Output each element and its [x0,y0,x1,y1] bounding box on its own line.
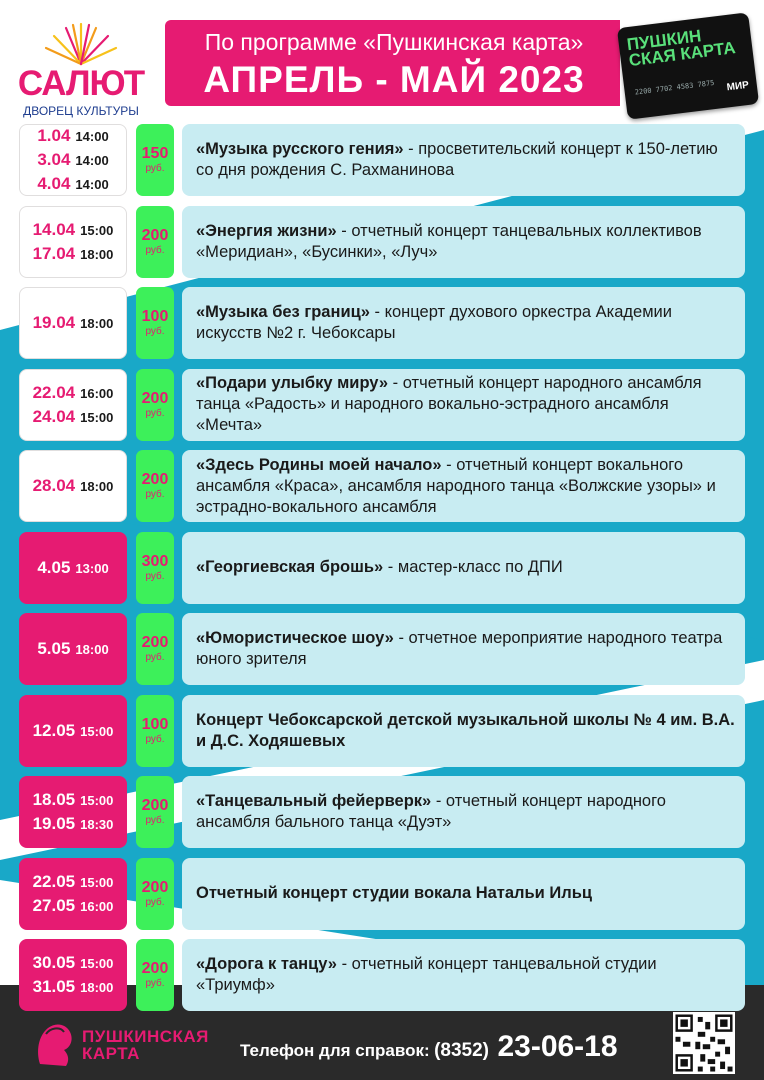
date-line [33,894,114,918]
event-day: 22.04 [32,382,76,402]
date-line [33,381,114,405]
event-details: - отчетный концерт танцевальных коллективов «Меридиан», «Бусинки», «Луч» [196,221,702,261]
event-details: - концерт духового оркестра Академии искусств №2 г. Чебоксары [196,303,672,342]
event-day: 3.04 [37,150,71,169]
event-time: 16:00 [80,385,114,401]
event-day: 31.05 [32,977,76,996]
price-badge [136,287,174,359]
date-line [33,405,114,429]
event-row [19,939,745,1011]
price-value: 150 [141,145,169,162]
event-row [19,450,745,522]
event-time: 15:00 [80,956,114,971]
pushkin-card-image [617,12,759,119]
event-day: 1.04 [37,126,71,145]
price-badge [136,532,174,604]
event-row [19,858,745,930]
card-brand: МИР [726,79,750,94]
event-day: 24.04 [32,406,76,426]
event-description-box [182,369,745,441]
date-line [33,870,114,894]
phone-label: Телефон для справок: [240,1041,430,1060]
header-banner [165,20,620,106]
event-title: «Танцевальный фейерверк» [196,792,432,810]
event-dates [19,532,127,604]
price-value: 100 [141,715,169,733]
event-row [19,369,745,441]
event-details: - просветительский концерт к 150-летию со дня рождения С. Рахманинова [196,140,718,179]
event-description-box [182,532,745,604]
event-day: 19.05 [32,814,76,833]
price-badge [136,369,174,441]
event-day: 30.05 [32,953,76,972]
event-dates [19,858,127,930]
event-day: 4.04 [37,174,71,193]
event-dates [19,613,127,685]
logo-subtitle: ДВОРЕЦ КУЛЬТУРЫ [23,104,139,118]
pushkin-card-logo [30,1014,220,1074]
event-description [196,954,735,996]
event-description [196,455,735,518]
event-description-box [182,613,745,685]
event-description [196,139,735,181]
price-currency: руб. [145,244,165,256]
date-line [37,148,108,172]
event-title: «Дорога к танцу» [196,955,337,973]
event-details: - отчетный концерт народного ансамбля танца «Радость» и народного вокально-эстрадного ансамбля «Мечта» [196,374,702,434]
event-description-box [182,939,745,1011]
event-time: 15:00 [80,874,114,890]
event-details: - отчетный концерт народного ансамбля бального танца «Дуэт» [196,792,666,831]
event-title: «Юмористическое шоу» [196,629,394,647]
phone-info [240,1030,618,1064]
event-time: 18:00 [80,980,114,995]
event-day: 5.05 [37,639,71,658]
event-day: 18.05 [32,790,76,809]
price-value: 200 [141,226,169,244]
event-time: 14:00 [75,177,109,192]
event-day: 28.04 [32,476,76,495]
event-dates [19,695,127,767]
price-value: 200 [141,471,169,488]
price-currency: руб. [145,978,165,989]
date-line [33,242,114,266]
price-value: 200 [141,878,169,896]
event-description-box [182,450,745,522]
card-text: ПУШКИН СКАЯ КАРТА [625,26,737,71]
event-day: 12.05 [32,720,76,740]
event-row [19,287,745,359]
price-currency: руб. [145,896,165,908]
price-badge [136,939,174,1011]
event-row [19,776,745,848]
event-dates [19,369,127,441]
event-row [19,613,745,685]
price-value: 200 [141,960,169,977]
event-time: 18:00 [80,246,114,262]
date-line [37,172,108,196]
event-title: «Подари улыбку миру» [196,374,389,392]
event-day: 27.05 [32,895,76,915]
price-currency: руб. [145,326,165,337]
price-currency: руб. [145,652,165,663]
price-currency: руб. [145,489,165,500]
event-description [196,628,735,670]
event-time: 18:30 [80,817,114,832]
date-line [33,474,114,498]
price-badge [136,858,174,930]
event-title: Отчетный концерт студии вокала Натальи Ильц [196,884,593,902]
event-dates [19,287,127,359]
event-details: - отчетный концерт танцевальной студии «Триумф» [196,955,657,994]
price-currency: руб. [145,163,165,174]
qr-code-icon[interactable] [673,1012,735,1074]
event-description-box [182,206,745,278]
event-dates [19,939,127,1011]
price-currency: руб. [145,733,165,745]
event-description-box [182,858,745,930]
event-details: - мастер-класс по ДПИ [383,558,563,576]
price-badge [136,695,174,767]
event-description [196,883,592,904]
price-value: 200 [141,634,169,651]
event-row [19,206,745,278]
event-description-box [182,695,745,767]
event-time: 15:00 [80,723,114,739]
price-badge [136,206,174,278]
event-description [196,557,563,578]
event-dates [19,450,127,522]
event-time: 18:00 [75,642,109,657]
page-title: АПРЕЛЬ - МАЙ 2023 [203,59,585,100]
card-number: 2200 7702 4583 7875 [634,78,715,97]
event-title: «Энергия жизни» [196,221,337,240]
event-title: Концерт Чебоксарской детской музыкальной школы № 4 им. В.А. и Д.С. Ходяшевых [196,710,735,750]
event-time: 14:00 [75,153,109,168]
phone-code: (8352) [434,1040,489,1061]
event-time: 15:00 [80,409,114,425]
event-time: 18:00 [80,479,114,494]
event-details: - отчетный концерт вокального ансамбля «Краса», ансамбля народного танца «Волжские узоры» и эстрадно-вокального ансамбля [196,455,716,516]
price-value: 200 [141,389,169,407]
event-dates [19,776,127,848]
footer-logo-line2: КАРТА [82,1044,140,1063]
date-line [37,556,108,580]
date-line [37,124,108,148]
price-currency: руб. [145,570,165,582]
event-description-box [182,287,745,359]
event-time: 14:00 [75,129,109,144]
event-time: 13:00 [75,560,109,576]
date-line [33,719,114,743]
event-description [196,710,735,752]
price-badge [136,124,174,196]
event-title: «Георгиевская брошь» [196,558,384,576]
event-title: «Музыка русского гения» [196,140,404,158]
footer-logo-line1: ПУШКИНСКАЯ [82,1027,209,1046]
date-line [33,951,114,975]
header-subtitle: По программе «Пушкинская карта» [204,29,584,55]
price-value: 100 [141,308,169,325]
date-line [37,637,108,661]
event-dates [19,124,127,196]
event-description [196,791,735,833]
date-line [33,788,114,812]
salut-logo [16,16,146,116]
event-title: «Музыка без границ» [196,303,370,321]
logo-name: САЛЮТ [17,64,145,103]
event-day: 22.05 [32,871,76,891]
price-badge [136,776,174,848]
price-badge [136,450,174,522]
date-line [33,812,114,836]
event-description-box [182,776,745,848]
price-currency: руб. [145,407,165,419]
event-description [196,373,735,436]
price-badge [136,613,174,685]
event-time: 15:00 [80,222,114,238]
event-description-box [182,124,745,196]
event-time: 18:00 [80,316,114,331]
event-time: 15:00 [80,793,114,808]
phone-number: 23-06-18 [497,1030,618,1063]
pushkin-portrait-icon [30,1014,80,1074]
date-line [33,975,114,999]
event-row [19,124,745,196]
event-dates [19,206,127,278]
date-line [33,218,114,242]
price-value: 300 [141,552,169,570]
price-value: 200 [141,797,169,814]
event-day: 17.04 [32,243,76,263]
date-line [33,311,114,335]
event-time: 16:00 [80,898,114,914]
event-day: 19.04 [32,313,76,332]
event-row [19,695,745,767]
event-day: 14.04 [32,219,76,239]
price-currency: руб. [145,815,165,826]
event-day: 4.05 [37,557,71,577]
event-row [19,532,745,604]
event-details: - отчетное мероприятие народного театра юного зрителя [196,629,723,668]
event-description [196,302,735,344]
event-description [196,221,735,263]
event-title: «Здесь Родины моей начало» [196,455,442,474]
